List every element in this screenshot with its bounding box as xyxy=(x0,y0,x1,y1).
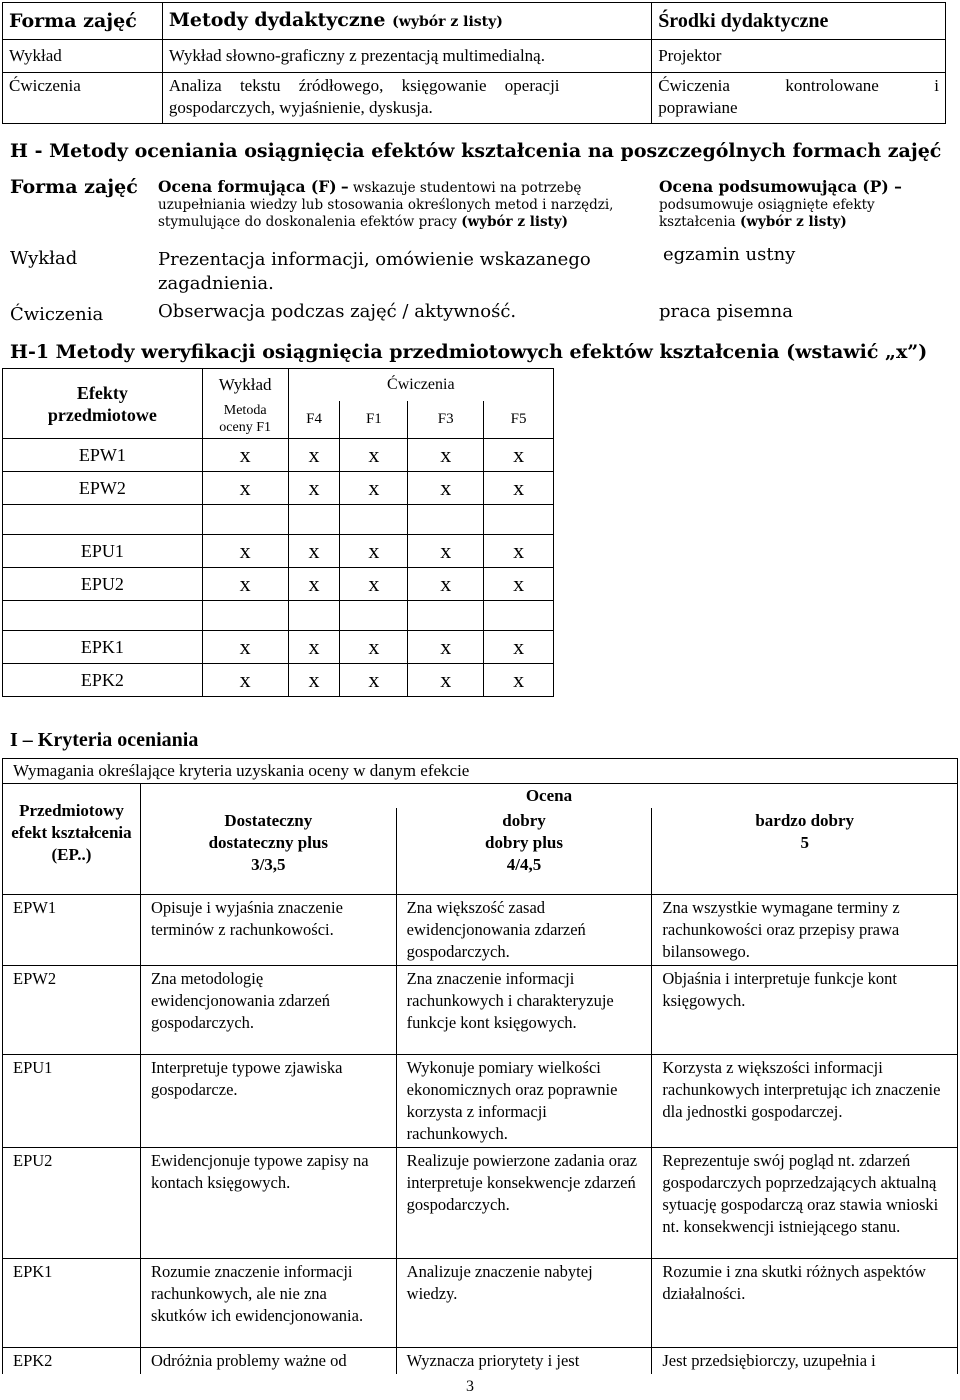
assessment-methods-grid xyxy=(0,172,960,332)
matrix-mark: x xyxy=(340,664,408,697)
criteria-dostateczny: Rozumie znaczenie informacji rachunkowych, ale nie zna skutków ich ewidencjonowania. xyxy=(140,1258,396,1347)
section-h1-title: H-1 Metody weryfikacji osiągnięcia przedmiotowych efektów kształcenia (wstawić „x”) xyxy=(10,341,928,363)
matrix-mark: x xyxy=(288,439,340,472)
criteria-dostateczny: Odróżnia problemy ważne od xyxy=(140,1347,396,1374)
matrix-header-cwiczenia: Ćwiczenia xyxy=(288,369,553,401)
h-row-wyklad-formujaca: Prezentacja informacji, omówienie wskazanego zagadnienia. xyxy=(158,249,591,294)
row-cwiczenia-forma: Ćwiczenia xyxy=(3,73,163,124)
h-row-cwiczenia-formujaca: Obserwacja podczas zajęć / aktywność. xyxy=(158,301,517,322)
criteria-dostateczny: Opisuje i wyjaśnia znaczenie terminów z rachunkowości. xyxy=(140,894,396,965)
matrix-mark: x xyxy=(202,568,288,601)
matrix-mark: x xyxy=(484,631,554,664)
header-srodki-dydaktyczne: Środki dydaktyczne xyxy=(652,3,946,40)
table-row xyxy=(3,965,958,1054)
criteria-header-dostateczny: Dostateczny dostateczny plus 3/3,5 xyxy=(140,808,396,894)
table-row-empty xyxy=(3,505,554,535)
matrix-mark: x xyxy=(408,631,484,664)
matrix-mark: x xyxy=(408,439,484,472)
didactic-methods-table xyxy=(2,2,946,124)
criteria-dobry: Wykonuje pomiary wielkości ekonomicznych oraz poprawnie korzysta z informacji rachunkowych. xyxy=(396,1054,652,1147)
row-cwiczenia-srodki xyxy=(652,73,946,124)
matrix-efekt: EPU1 xyxy=(3,535,203,568)
table-row xyxy=(3,472,554,505)
table-row xyxy=(3,439,554,472)
matrix-efekt: EPW1 xyxy=(3,439,203,472)
row-cwiczenia-metody xyxy=(162,73,651,124)
row-wyklad-metody: Wykład słowno-graficzny z prezentacją multimedialną. xyxy=(162,40,651,73)
h-header-podsumowujaca: Ocena podsumowująca (P) – podsumowuje osiągnięte efekty kształcenia (wybór z listy) xyxy=(659,177,902,230)
criteria-dobry: Wyznacza priorytety i jest xyxy=(396,1347,652,1374)
criteria-ep: EPU2 xyxy=(3,1147,141,1258)
table-row xyxy=(3,568,554,601)
h-row-cwiczenia-forma: Ćwiczenia xyxy=(10,304,104,325)
criteria-dobry: Analizuje znaczenie nabytej wiedzy. xyxy=(396,1258,652,1347)
criteria-bardzo-dobry: Zna wszystkie wymagane terminy z rachunkowości oraz przepisy prawa bilansowego. xyxy=(652,894,958,965)
criteria-bardzo-dobry: Korzysta z większości informacji rachunkowych interpretując ich znaczenie dla jednostki gospodarczej. xyxy=(652,1054,958,1147)
table-row xyxy=(3,894,958,965)
criteria-ep: EPW2 xyxy=(3,965,141,1054)
matrix-mark: x xyxy=(288,568,340,601)
row-wyklad-srodki: Projektor xyxy=(652,40,946,73)
criteria-ep: EPW1 xyxy=(3,894,141,965)
matrix-mark: x xyxy=(340,535,408,568)
matrix-mark: x xyxy=(408,664,484,697)
matrix-subcol-f4: F4 xyxy=(288,401,340,439)
criteria-intro: Wymagania określające kryteria uzyskania oceny w danym efekcie xyxy=(3,759,958,784)
table-row xyxy=(3,1347,958,1374)
matrix-mark: x xyxy=(288,664,340,697)
matrix-mark: x xyxy=(202,664,288,697)
h-row-wyklad-forma: Wykład xyxy=(10,248,78,269)
matrix-mark: x xyxy=(202,535,288,568)
verification-matrix xyxy=(2,368,554,697)
table-row-empty xyxy=(3,601,554,631)
matrix-subcol-f3: F3 xyxy=(408,401,484,439)
row-cwiczenia-metody-line2: gospodarczych, wyjaśnienie, dyskusja. xyxy=(168,98,433,117)
criteria-dobry: Realizuje powierzone zadania oraz interpretuje konsekwencje zdarzeń gospodarczych. xyxy=(396,1147,652,1258)
criteria-dostateczny: Interpretuje typowe zjawiska gospodarcze. xyxy=(140,1054,396,1147)
matrix-efekt: EPK1 xyxy=(3,631,203,664)
grading-criteria-table xyxy=(2,758,958,1374)
page-number: 3 xyxy=(466,1378,474,1395)
row-cwiczenia-metody-line1: Analiza tekstu źródłowego, księgowanie operacji xyxy=(168,76,560,95)
row-cwiczenia-srodki-line2: poprawiane xyxy=(658,98,738,117)
table-row xyxy=(3,631,554,664)
matrix-mark: x xyxy=(484,472,554,505)
matrix-subcol-f1: F1 xyxy=(340,401,408,439)
matrix-mark: x xyxy=(288,535,340,568)
matrix-mark: x xyxy=(288,631,340,664)
matrix-mark: x xyxy=(340,439,408,472)
criteria-header-dobry: dobry dobry plus 4/4,5 xyxy=(396,808,652,894)
criteria-ep: EPK1 xyxy=(3,1258,141,1347)
matrix-mark: x xyxy=(484,568,554,601)
criteria-ep: EPK2 xyxy=(3,1347,141,1374)
table-row xyxy=(3,1258,958,1347)
table-row xyxy=(3,1054,958,1147)
table-row xyxy=(3,664,554,697)
matrix-mark: x xyxy=(340,568,408,601)
matrix-mark: x xyxy=(484,439,554,472)
section-h-title: H - Metody oceniania osiągnięcia efektów kształcenia na poszczególnych formach zajęć xyxy=(10,140,942,162)
criteria-ep: EPU1 xyxy=(3,1054,141,1147)
section-i-title: I – Kryteria oceniania xyxy=(10,729,199,751)
header-metody-note: (wybór z listy) xyxy=(392,14,503,30)
matrix-mark: x xyxy=(484,535,554,568)
table-row xyxy=(3,535,554,568)
matrix-header-wyklad: Wykład xyxy=(202,369,288,401)
criteria-header-efekt: Przedmiotowy efekt kształcenia (EP..) xyxy=(3,784,141,895)
header-metody-dydaktyczne: Metody dydaktyczne (wybór z listy) xyxy=(162,3,651,40)
h-header-formujaca: Ocena formująca (F) – wskazuje studentowi na potrzebę uzupełniania wiedzy lub stosowania określonych metod i narzędzi, stymulujące do doskonalenia efektów pracy (wybór z listy) xyxy=(158,177,614,230)
matrix-subcol-f5: F5 xyxy=(484,401,554,439)
h-row-wyklad-podsumowujaca: egzamin ustny xyxy=(663,244,796,265)
criteria-bardzo-dobry: Objaśnia i interpretuje funkcje kont księgowych. xyxy=(652,965,958,1054)
matrix-header-metoda: Metoda oceny F1 xyxy=(202,401,288,439)
matrix-mark: x xyxy=(484,664,554,697)
criteria-dobry: Zna znaczenie informacji rachunkowych i charakteryzuje funkcje kont księgowych. xyxy=(396,965,652,1054)
criteria-header-ocena: Ocena xyxy=(140,784,957,809)
criteria-dobry: Zna większość zasad ewidencjonowania zdarzeń gospodarczych. xyxy=(396,894,652,965)
matrix-mark: x xyxy=(340,631,408,664)
criteria-dostateczny: Zna metodologię ewidencjonowania zdarzeń gospodarczych. xyxy=(140,965,396,1054)
matrix-mark: x xyxy=(288,472,340,505)
matrix-header-efekty: Efekty przedmiotowe xyxy=(3,369,203,439)
h-row-cwiczenia-podsumowujaca: praca pisemna xyxy=(659,301,793,322)
criteria-bardzo-dobry: Rozumie i zna skutki różnych aspektów działalności. xyxy=(652,1258,958,1347)
criteria-bardzo-dobry: Jest przedsiębiorczy, uzupełnia i xyxy=(652,1347,958,1374)
criteria-bardzo-dobry: Reprezentuje swój pogląd nt. zdarzeń gospodarczych poprzedzających aktualną sytuację gospodarczą oraz stawia wnioski nt. konsekwencji istniejącego stanu. xyxy=(652,1147,958,1258)
table-row xyxy=(3,1147,958,1258)
matrix-mark: x xyxy=(340,472,408,505)
row-wyklad-forma: Wykład xyxy=(3,40,163,73)
matrix-efekt: EPU2 xyxy=(3,568,203,601)
header-forma-zajec: Forma zajęć xyxy=(3,3,163,40)
matrix-mark: x xyxy=(202,439,288,472)
matrix-mark: x xyxy=(202,472,288,505)
matrix-efekt: EPK2 xyxy=(3,664,203,697)
h-header-forma: Forma zajęć xyxy=(10,176,138,198)
matrix-mark: x xyxy=(408,535,484,568)
matrix-mark: x xyxy=(202,631,288,664)
row-cwiczenia-srodki-line1: Ćwiczenia kontrolowane i xyxy=(658,76,939,95)
matrix-mark: x xyxy=(408,472,484,505)
matrix-efekt: EPW2 xyxy=(3,472,203,505)
criteria-header-bardzo-dobry: bardzo dobry 5 xyxy=(652,808,958,894)
criteria-dostateczny: Ewidencjonuje typowe zapisy na kontach księgowych. xyxy=(140,1147,396,1258)
matrix-mark: x xyxy=(408,568,484,601)
